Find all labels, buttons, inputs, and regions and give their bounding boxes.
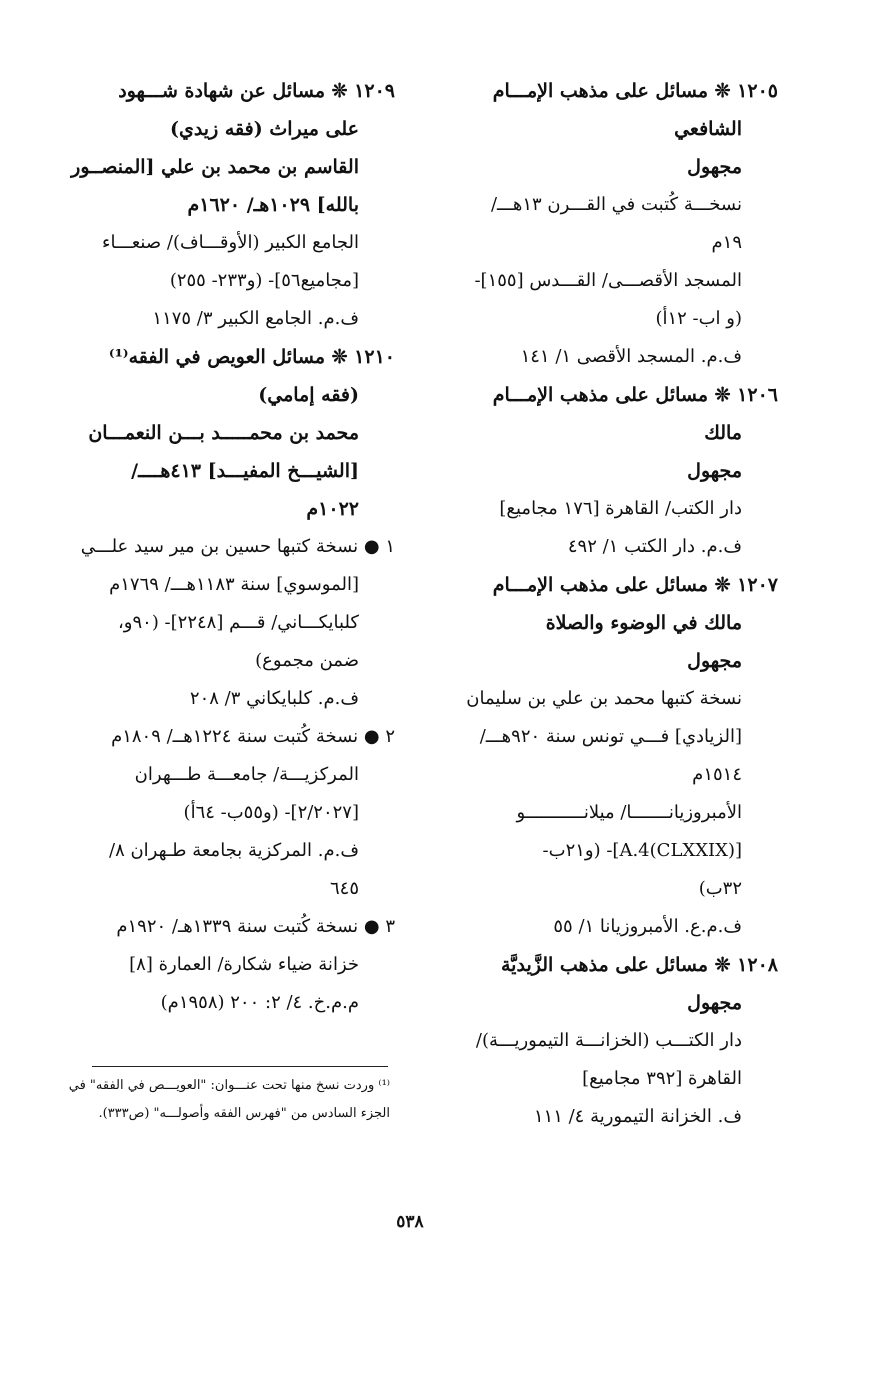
right-column — [438, 72, 778, 1136]
left-column-line: ١٢١٠ ❊ مسائل العويص في الفقه⁽¹⁾ — [108, 346, 395, 368]
right-column-line: مالك — [704, 422, 742, 444]
page-number: ٥٣٨ — [396, 1212, 424, 1232]
footnote-divider — [92, 1066, 388, 1067]
right-column-line: ف.م. المسجد الأقصى ١/ ١٤١ — [520, 346, 742, 367]
left-column-line: [الموسوي] سنة ١١٨٣هـــ/ ١٧٦٩م — [109, 574, 359, 595]
left-column-line: [مجاميع٥٦]- (و٢٣٣- ٢٥٥) — [169, 270, 359, 291]
left-column-line: ٣ ● نسخة كُتبت سنة ١٣٣٩هـ/ ١٩٢٠م — [116, 916, 395, 937]
right-column-line: ف. الخزانة التيمورية ٤/ ١١١ — [533, 1106, 742, 1127]
left-column-line: ضمن مجموع) — [255, 650, 359, 671]
left-column-line: ١٢٠٩ ❊ مسائل عن شهادة شـــهود — [118, 80, 395, 102]
right-column-line: مجهول — [687, 650, 742, 672]
right-column-line: ٣٢ب) — [698, 878, 742, 899]
right-column-line: (و اب- ١٢أ) — [655, 308, 742, 329]
left-column — [55, 72, 395, 1022]
left-column-line: كلبايكـــاني/ قـــم [٢٢٤٨]- (٩٠و، — [117, 612, 359, 633]
left-column-line: الجامع الكبير (الأوقـــاف)/ صنعـــاء — [101, 232, 359, 253]
right-column-line: مجهول — [687, 156, 742, 178]
right-column-line: ١٢٠٧ ❊ مسائل على مذهب الإمـــام — [492, 574, 778, 596]
right-column-line: مالك في الوضوء والصلاة — [545, 612, 742, 634]
left-column-line: بالله] ١٠٢٩هـ/ ١٦٢٠م — [187, 194, 359, 216]
left-column-line: ١٠٢٢م — [306, 498, 359, 520]
left-column-line: المركزيـــة/ جامعـــة طـــهران — [134, 764, 359, 785]
right-column-line: ف.م.ع. الأمبروزيانا ١/ ٥٥ — [553, 916, 742, 937]
right-column-line: ١٩م — [711, 232, 742, 253]
right-column-line: الأمبروزيانـــــــا/ ميلانـــــــــــو — [516, 802, 742, 823]
right-column-line: ١٥١٤م — [692, 764, 742, 785]
right-column-line: ١٢٠٦ ❊ مسائل على مذهب الإمـــام — [492, 384, 778, 406]
right-column-line: نسخـــة كُتبت في القـــرن ١٣هـــ/ — [490, 194, 742, 215]
right-column-line: القاهرة [٣٩٢ مجاميع] — [582, 1068, 742, 1089]
left-column-line: م.م.خ. ٤/ ٢: ٢٠٠ (١٩٥٨م) — [160, 992, 359, 1013]
right-column-line: مجهول — [687, 460, 742, 482]
right-column-line: دار الكتب/ القاهرة [١٧٦ مجاميع] — [499, 498, 742, 519]
right-column-line: [الزيادي] فـــي تونس سنة ٩٢٠هـــ/ — [479, 726, 742, 747]
right-column-line: ف.م. دار الكتب ١/ ٤٩٢ — [567, 536, 742, 557]
right-column-line: المسجد الأقصـــى/ القـــدس [١٥٥]- — [474, 270, 742, 291]
right-column-line: [(CLXXIX)A.4]- (و٢١ب- — [542, 840, 742, 861]
left-column-line: ف.م. الجامع الكبير ٣/ ١١٧٥ — [152, 308, 359, 329]
right-column-line: دار الكتـــب (الخزانـــة التيموريـــة)/ — [475, 1030, 742, 1051]
right-column-line: نسخة كتبها محمد بن علي بن سليمان — [466, 688, 742, 709]
left-column-line: خزانة ضياء شكارة/ العمارة [٨] — [129, 954, 359, 975]
left-column-line: محمد بن محمـــــد بـــن النعمـــان — [88, 422, 359, 444]
right-column-line: الشافعي — [674, 118, 742, 140]
left-column-line: على ميراث (فقه زيدي) — [169, 118, 359, 140]
left-column-line: ف.م. كلبايكاني ٣/ ٢٠٨ — [189, 688, 359, 709]
left-column-line: ف.م. المركزية بجامعة طـهران ٨/ — [108, 840, 359, 861]
right-column-line: ١٢٠٨ ❊ مسائل على مذهب الزَّيديَّة — [501, 954, 778, 976]
left-column-line: ٦٤٥ — [329, 878, 359, 899]
left-column-line: [الشيـــخ المفيـــد] ٤١٣هــــ/ — [131, 460, 359, 482]
right-column-line: ١٢٠٥ ❊ مسائل على مذهب الإمـــام — [492, 80, 778, 102]
left-column-line: ٢ ● نسخة كُتبت سنة ١٢٢٤هــ/ ١٨٠٩م — [111, 726, 395, 747]
left-column-line: [٢/٢٠٢٧]- (و٥٥ب- ٦٤أ) — [183, 802, 359, 823]
left-column-line: (فقه إمامي) — [258, 384, 359, 406]
right-column-line: مجهول — [687, 992, 742, 1014]
footnote: ⁽¹⁾ وردت نسخ منها تحت عنـــوان: "العويـــص في الفقه" في الجزء السادس من "فهرس الفقه وأصولـــه" (ص٣٣٣). — [68, 1078, 390, 1121]
left-column-line: القاسم بن محمد بن علي [المنصــور — [71, 156, 359, 178]
left-column-line: ١ ● نسخة كتبها حسين بن مير سيد علـــي — [80, 536, 395, 557]
